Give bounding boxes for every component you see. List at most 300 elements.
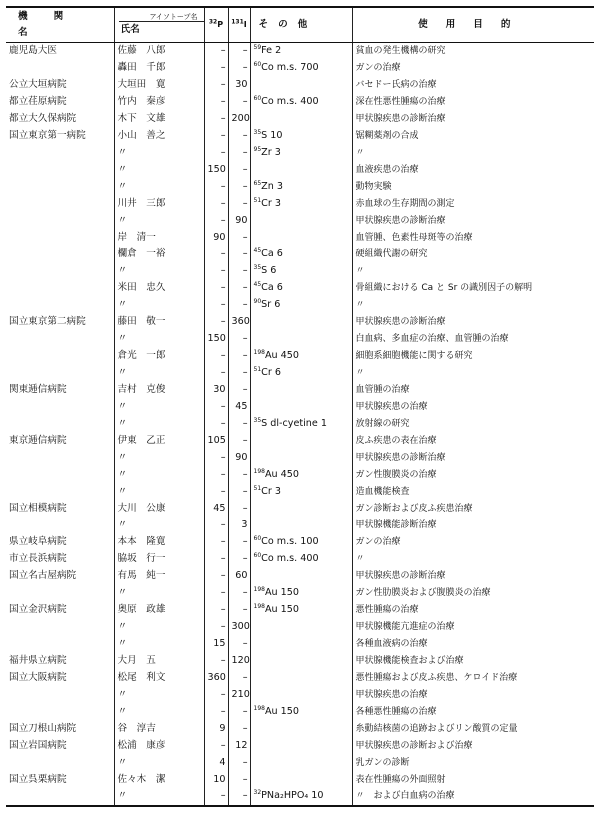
p32-amount-cell: – [204, 619, 228, 636]
other-isotope-symbol: Cr [261, 485, 272, 497]
other-isotope-symbol: Au [264, 705, 278, 717]
institution-cell [6, 212, 114, 229]
other-isotope-cell [250, 534, 352, 551]
p32-amount-cell: – [204, 585, 228, 602]
purpose-cell: 〃 および白血病の治療 [352, 788, 594, 806]
table-row [6, 517, 594, 534]
person-name-cell: 〃 [114, 399, 204, 416]
table-row [6, 551, 594, 568]
i131-amount-cell: – [228, 602, 250, 619]
person-name-cell: 〃 [114, 754, 204, 771]
purpose-cell: 硬組織代謝の研究 [352, 246, 594, 263]
person-name-cell: 大川 公康 [114, 500, 204, 517]
institution-cell [6, 297, 114, 314]
other-isotope-mass: 60 [253, 60, 262, 68]
table-row [6, 128, 594, 145]
header-isotope-label: アイソトープ名 [149, 13, 198, 21]
other-isotope-cell [250, 145, 352, 162]
other-isotope-symbol: Co [261, 536, 274, 548]
purpose-cell: バセドー氏病の治療 [352, 77, 594, 94]
i131-amount-cell: 12 [228, 737, 250, 754]
institution-cell [6, 619, 114, 636]
purpose-cell: ガンの治療 [352, 534, 594, 551]
other-isotope-cell [250, 568, 352, 585]
i131-amount-cell: – [228, 670, 250, 687]
person-name-cell: 〃 [114, 450, 204, 467]
i131-amount-cell: 3 [228, 517, 250, 534]
person-name-cell: 松浦 康彦 [114, 737, 204, 754]
other-isotope-amount: 3 [271, 485, 281, 497]
institution-cell: 鹿児島大医 [9, 45, 57, 57]
purpose-cell: ガン性肋膜炎および腹膜炎の治療 [352, 585, 594, 602]
other-isotope-amount: 10 [308, 790, 324, 802]
other-isotope-amount: 2 [272, 45, 282, 57]
person-name-cell: 〃 [114, 179, 204, 196]
header-person-name: 氏名 [119, 21, 204, 37]
other-isotope-cell [250, 314, 352, 331]
other-isotope-symbol: Au [264, 604, 278, 616]
other-isotope-cell [250, 229, 352, 246]
purpose-cell: 甲状腺疾患の治療 [352, 399, 594, 416]
table-row [6, 568, 594, 585]
other-isotope-cell [250, 60, 352, 77]
table-row [6, 500, 594, 517]
institution-cell: 国立大阪病院 [9, 671, 67, 683]
p32-amount-cell: 150 [204, 331, 228, 348]
purpose-cell: 貧血の発生機構の研究 [352, 43, 594, 60]
table-row [6, 297, 594, 314]
institution-cell: 国立名古屋病院 [9, 570, 77, 582]
p32-amount-cell: – [204, 788, 228, 806]
p32-amount-cell: – [204, 195, 228, 212]
i131-amount-cell: – [228, 297, 250, 314]
table-row [6, 788, 594, 806]
other-isotope-symbol: PNa₂HPO₄ [261, 790, 309, 802]
other-isotope-amount: 3 [271, 197, 281, 209]
i131-amount-cell: – [228, 754, 250, 771]
person-name-cell: 奥原 政雄 [114, 602, 204, 619]
header-p32: $^{32}$P [204, 7, 228, 43]
table-row [6, 585, 594, 602]
purpose-cell: 皮ふ疾患の表在治療 [352, 433, 594, 450]
table-row [6, 737, 594, 754]
purpose-cell: 甲状腺疾患の診断治療 [352, 212, 594, 229]
purpose-cell: 甲状腺機能亢進症の治療 [352, 619, 594, 636]
purpose-cell: 甲状腺疾患の診断治療 [352, 568, 594, 585]
other-isotope-cell [250, 585, 352, 602]
table-row [6, 77, 594, 94]
i131-amount-cell: 300 [228, 619, 250, 636]
i131-amount-cell: – [228, 416, 250, 433]
person-name-cell: 〃 [114, 619, 204, 636]
institution-cell [6, 331, 114, 348]
institution-cell: 福井県立病院 [9, 654, 67, 666]
person-name-cell: 岸 清一 [114, 229, 204, 246]
table-row [6, 111, 594, 128]
other-isotope-amount: 150 [277, 705, 299, 717]
purpose-cell: 各種血液病の治療 [352, 636, 594, 653]
person-name-cell: 本本 隆寛 [114, 534, 204, 551]
other-isotope-symbol: Sr [261, 299, 272, 311]
p32-amount-cell: – [204, 551, 228, 568]
p32-amount-cell: – [204, 348, 228, 365]
table-row [6, 246, 594, 263]
other-isotope-symbol: Au [264, 350, 278, 362]
person-name-cell: 大垣田 寛 [114, 77, 204, 94]
other-isotope-cell [250, 399, 352, 416]
other-isotope-cell [250, 179, 352, 196]
purpose-cell: 血管腫の治療 [352, 382, 594, 399]
purpose-cell: 〃 [352, 263, 594, 280]
other-isotope-mass: 45 [253, 281, 262, 289]
i131-amount-cell: – [228, 382, 250, 399]
other-isotope-symbol: Ca [261, 248, 274, 260]
other-isotope-cell [250, 551, 352, 568]
person-name-cell: 〃 [114, 365, 204, 382]
person-name-cell: 〃 [114, 585, 204, 602]
other-isotope-cell [250, 77, 352, 94]
other-isotope-amount: m.s. 700 [273, 62, 319, 74]
person-name-cell: 藤田 敬一 [114, 314, 204, 331]
table-row [6, 687, 594, 704]
other-isotope-mass: 198 [253, 348, 265, 356]
i131-amount-cell: – [228, 704, 250, 721]
purpose-cell: 各種悪性腫瘍の治療 [352, 704, 594, 721]
other-isotope-amount: 450 [277, 350, 299, 362]
institution-cell [6, 754, 114, 771]
p32-amount-cell: – [204, 483, 228, 500]
person-name-cell: 〃 [114, 704, 204, 721]
other-isotope-cell [250, 721, 352, 738]
table-row [6, 754, 594, 771]
table-row [6, 771, 594, 788]
i131-amount-cell: – [228, 348, 250, 365]
other-isotope-cell [250, 687, 352, 704]
p32-amount-cell: – [204, 111, 228, 128]
person-name-cell: 〃 [114, 416, 204, 433]
table-row [6, 162, 594, 179]
i131-amount-cell: – [228, 483, 250, 500]
i131-amount-cell: – [228, 636, 250, 653]
isotope-usage-table [6, 6, 594, 807]
institution-cell [6, 585, 114, 602]
person-name-cell: 竹内 秦彦 [114, 94, 204, 111]
other-isotope-cell [250, 653, 352, 670]
other-isotope-symbol: S [261, 129, 268, 141]
other-isotope-cell [250, 246, 352, 263]
institution-cell [6, 704, 114, 721]
other-isotope-symbol: Cr [261, 197, 272, 209]
table-row [6, 280, 594, 297]
purpose-cell: 甲状腺疾患の治療 [352, 687, 594, 704]
table-row [6, 466, 594, 483]
person-name-cell: 佐々木 潔 [114, 771, 204, 788]
institution-cell: 都立大久保病院 [9, 112, 77, 124]
i131-amount-cell: – [228, 365, 250, 382]
person-name-cell: 〃 [114, 687, 204, 704]
other-isotope-cell [250, 450, 352, 467]
person-name-cell: 松尾 利文 [114, 670, 204, 687]
institution-cell [6, 195, 114, 212]
table-row [6, 416, 594, 433]
person-name-cell: 佐藤 八郎 [114, 43, 204, 60]
institution-cell: 県立岐阜病院 [9, 536, 67, 548]
institution-cell: 都立荏原病院 [9, 96, 67, 108]
table-row [6, 382, 594, 399]
institution-cell [6, 788, 114, 806]
other-isotope-mass: 32 [253, 789, 262, 797]
other-isotope-cell [250, 466, 352, 483]
other-isotope-mass: 35 [253, 264, 262, 272]
i131-amount-cell: – [228, 179, 250, 196]
purpose-cell: 赤血球の生存期間の測定 [352, 195, 594, 212]
purpose-cell: 〃 [352, 145, 594, 162]
other-isotope-mass: 198 [253, 586, 265, 594]
table-row [6, 348, 594, 365]
other-isotope-symbol: Au [264, 468, 278, 480]
p32-amount-cell: – [204, 60, 228, 77]
institution-cell [6, 483, 114, 500]
table-row [6, 365, 594, 382]
person-name-cell: 〃 [114, 263, 204, 280]
purpose-cell: 血管腫、色素性母斑等の治療 [352, 229, 594, 246]
purpose-cell: 甲状腺疾患の診断治療 [352, 111, 594, 128]
p32-amount-cell: – [204, 517, 228, 534]
institution-cell: 国立呉栗病院 [9, 773, 67, 785]
person-name-cell: 倉光 一郎 [114, 348, 204, 365]
p32-amount-cell: – [204, 704, 228, 721]
other-isotope-amount: 6 [273, 282, 283, 294]
other-isotope-cell [250, 94, 352, 111]
p32-amount-cell: – [204, 466, 228, 483]
i131-amount-cell: 360 [228, 314, 250, 331]
other-isotope-cell [250, 162, 352, 179]
p32-amount-cell: – [204, 416, 228, 433]
i131-amount-cell: – [228, 246, 250, 263]
purpose-cell: 甲状腺機能検査および治療 [352, 653, 594, 670]
table-row [6, 195, 594, 212]
p32-amount-cell: 10 [204, 771, 228, 788]
p32-amount-cell: – [204, 365, 228, 382]
person-name-cell: 〃 [114, 162, 204, 179]
p32-amount-cell: – [204, 128, 228, 145]
person-name-cell: 有馬 純一 [114, 568, 204, 585]
other-isotope-amount: 3 [271, 146, 281, 158]
p32-amount-cell: 45 [204, 500, 228, 517]
other-isotope-cell [250, 754, 352, 771]
purpose-cell: 血液疾患の治療 [352, 162, 594, 179]
other-isotope-symbol: S [261, 265, 268, 277]
other-isotope-cell [250, 636, 352, 653]
other-isotope-symbol: Cr [261, 367, 272, 379]
other-isotope-cell [250, 280, 352, 297]
p32-amount-cell: 9 [204, 721, 228, 738]
other-isotope-cell [250, 433, 352, 450]
i131-amount-cell: – [228, 145, 250, 162]
institution-cell [6, 229, 114, 246]
institution-cell [6, 517, 114, 534]
institution-cell: 関東逓信病院 [9, 383, 67, 395]
other-isotope-cell [250, 43, 352, 60]
p32-amount-cell: – [204, 534, 228, 551]
other-isotope-mass: 198 [253, 467, 265, 475]
institution-cell [6, 145, 114, 162]
i131-amount-cell: – [228, 128, 250, 145]
i131-amount-cell: – [228, 771, 250, 788]
header-other: その他 [250, 7, 352, 43]
other-isotope-cell [250, 263, 352, 280]
i131-amount-cell: 210 [228, 687, 250, 704]
person-name-cell: 〃 [114, 297, 204, 314]
purpose-cell: 骨組織における Ca と Sr の識別因子の解明 [352, 280, 594, 297]
other-isotope-amount: 3 [273, 180, 283, 192]
other-isotope-cell [250, 771, 352, 788]
person-name-cell: 〃 [114, 483, 204, 500]
purpose-cell: 甲状腺疾患の診断および治療 [352, 737, 594, 754]
isotope-usage-table-page [6, 6, 594, 832]
table-row [6, 212, 594, 229]
other-isotope-amount: 6 [271, 299, 281, 311]
table-row [6, 60, 594, 77]
table-row [6, 636, 594, 653]
institution-cell [6, 263, 114, 280]
institution-cell: 国立東京第二病院 [9, 316, 86, 328]
other-isotope-mass: 51 [253, 365, 262, 373]
i131-amount-cell: – [228, 534, 250, 551]
p32-amount-cell: 15 [204, 636, 228, 653]
table-row [6, 179, 594, 196]
other-isotope-mass: 60 [253, 535, 262, 543]
other-isotope-cell [250, 365, 352, 382]
other-isotope-amount: 6 [273, 248, 283, 260]
p32-amount-cell: – [204, 263, 228, 280]
table-row [6, 145, 594, 162]
person-name-cell: 欄倉 一裕 [114, 246, 204, 263]
table-row [6, 653, 594, 670]
other-isotope-cell [250, 704, 352, 721]
p32-amount-cell: – [204, 43, 228, 60]
institution-cell: 国立相模病院 [9, 502, 67, 514]
other-isotope-cell [250, 195, 352, 212]
i131-amount-cell: 120 [228, 653, 250, 670]
person-name-cell: 轟田 千郎 [114, 60, 204, 77]
p32-amount-cell: – [204, 450, 228, 467]
p32-amount-cell: – [204, 145, 228, 162]
i131-amount-cell: – [228, 721, 250, 738]
i131-amount-cell: 90 [228, 212, 250, 229]
purpose-cell: 〃 [352, 365, 594, 382]
other-isotope-mass: 60 [253, 552, 262, 560]
p32-amount-cell: – [204, 77, 228, 94]
p32-amount-cell: – [204, 399, 228, 416]
person-name-cell: 小山 善之 [114, 128, 204, 145]
institution-cell [6, 687, 114, 704]
other-isotope-mass: 95 [253, 145, 262, 153]
i131-amount-cell: – [228, 263, 250, 280]
purpose-cell: 〃 [352, 297, 594, 314]
header-institution: 機関名 [6, 7, 114, 43]
p32-amount-cell: – [204, 737, 228, 754]
other-isotope-amount: dl-cyetine 1 [267, 417, 327, 429]
other-isotope-cell [250, 331, 352, 348]
other-isotope-amount: 10 [267, 129, 283, 141]
institution-cell: 国立東京第一病院 [9, 129, 86, 141]
p32-amount-cell: 4 [204, 754, 228, 771]
table-row [6, 263, 594, 280]
other-isotope-cell [250, 416, 352, 433]
other-isotope-symbol: Ca [261, 282, 274, 294]
purpose-cell: 乳ガンの診断 [352, 754, 594, 771]
p32-amount-cell: 90 [204, 229, 228, 246]
institution-cell [6, 348, 114, 365]
other-isotope-mass: 35 [253, 416, 262, 424]
institution-cell [6, 60, 114, 77]
purpose-cell: 造血機能検査 [352, 483, 594, 500]
other-isotope-amount: 150 [277, 604, 299, 616]
i131-amount-cell: – [228, 94, 250, 111]
i131-amount-cell: – [228, 466, 250, 483]
person-name-cell: 〃 [114, 517, 204, 534]
other-isotope-amount: 150 [277, 587, 299, 599]
p32-amount-cell: – [204, 653, 228, 670]
institution-cell: 国立金沢病院 [9, 604, 67, 616]
table-row [6, 619, 594, 636]
person-name-cell: 伊東 乙正 [114, 433, 204, 450]
other-isotope-mass: 35 [253, 128, 262, 136]
p32-amount-cell: – [204, 280, 228, 297]
person-name-cell: 大月 五 [114, 653, 204, 670]
i131-amount-cell: 90 [228, 450, 250, 467]
table-row [6, 450, 594, 467]
institution-cell [6, 246, 114, 263]
i131-amount-cell: 30 [228, 77, 250, 94]
purpose-cell: 放射線の研究 [352, 416, 594, 433]
other-isotope-cell [250, 500, 352, 517]
purpose-cell: 甲状腺疾患の診断治療 [352, 450, 594, 467]
other-isotope-cell [250, 382, 352, 399]
person-name-cell: 〃 [114, 331, 204, 348]
purpose-cell: 甲状腺疾患の診断治療 [352, 314, 594, 331]
other-isotope-symbol: S [261, 417, 268, 429]
header-i131: $^{131}$I [228, 7, 250, 43]
i131-amount-cell: – [228, 500, 250, 517]
p32-amount-cell: 150 [204, 162, 228, 179]
person-name-cell: 〃 [114, 466, 204, 483]
purpose-cell: 悪性腫瘍および皮ふ疾患、ケロイド治療 [352, 670, 594, 687]
i131-amount-cell: 45 [228, 399, 250, 416]
table-row [6, 331, 594, 348]
table-row [6, 314, 594, 331]
i131-amount-cell: 60 [228, 568, 250, 585]
person-name-cell: 脇坂 行一 [114, 551, 204, 568]
p32-amount-cell: – [204, 94, 228, 111]
i131-amount-cell: – [228, 551, 250, 568]
other-isotope-cell [250, 483, 352, 500]
purpose-cell: ガンの治療 [352, 60, 594, 77]
table-row [6, 670, 594, 687]
institution-cell [6, 450, 114, 467]
institution-cell [6, 179, 114, 196]
institution-cell [6, 365, 114, 382]
person-name-cell: 川井 三郎 [114, 195, 204, 212]
person-name-cell: 〃 [114, 636, 204, 653]
other-isotope-mass: 51 [253, 484, 262, 492]
person-name-cell: 吉村 克俊 [114, 382, 204, 399]
table-row [6, 483, 594, 500]
person-name-cell: 米田 忠久 [114, 280, 204, 297]
purpose-cell: 悪性腫瘍の治療 [352, 602, 594, 619]
purpose-cell: 糸動結核菌の追跡およびリン酸質の定量 [352, 721, 594, 738]
